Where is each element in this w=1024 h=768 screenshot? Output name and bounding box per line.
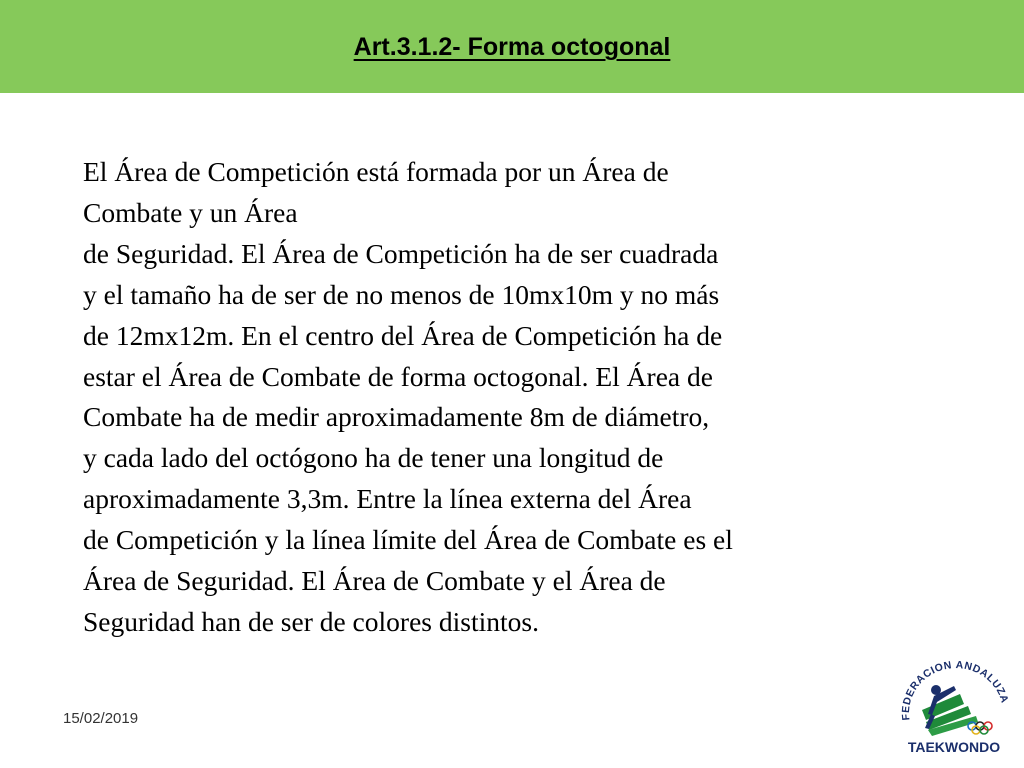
slide-title <box>0 30 1024 64</box>
taekwondo-federation-logo-icon <box>898 660 1010 760</box>
body-line: de Competición y la línea límite del Área de Combate es el <box>83 524 733 556</box>
body-line: estar el Área de Combate de forma octogonal. El Área de <box>83 360 713 392</box>
body-line: El Área de Competición está formada por un Área de <box>83 156 669 187</box>
body-line: Combate ha de medir aproximadamente 8m de diámetro, <box>83 401 710 433</box>
body-line: y cada lado del octógono ha de tener una longitud de <box>83 442 664 474</box>
body-paragraph <box>83 152 943 643</box>
body-line: Seguridad han de ser de colores distintos. <box>83 605 539 637</box>
body-line: Área de Seguridad. El Área de Combate y el Área de <box>83 565 666 597</box>
body-line: de Seguridad. El Área de Competición ha de ser cuadrada <box>83 237 719 269</box>
logo-arc-text: FEDERACION ANDALUZA <box>899 660 1010 721</box>
body-line: de 12mx12m. En el centro del Área de Competición ha de <box>83 319 723 351</box>
logo-bottom-text: TAEKWONDO <box>907 739 1001 755</box>
footer-date: 15/02/2019 <box>63 710 139 727</box>
body-line: Combate y un Área <box>83 196 298 228</box>
body-line: aproximadamente 3,3m. Entre la línea externa del Área <box>83 483 692 515</box>
slide-title-text: Art.3.1.2- Forma octogonal <box>353 33 671 61</box>
body-line: y el tamaño ha de ser de no menos de 10mx10m y no más <box>83 278 720 310</box>
